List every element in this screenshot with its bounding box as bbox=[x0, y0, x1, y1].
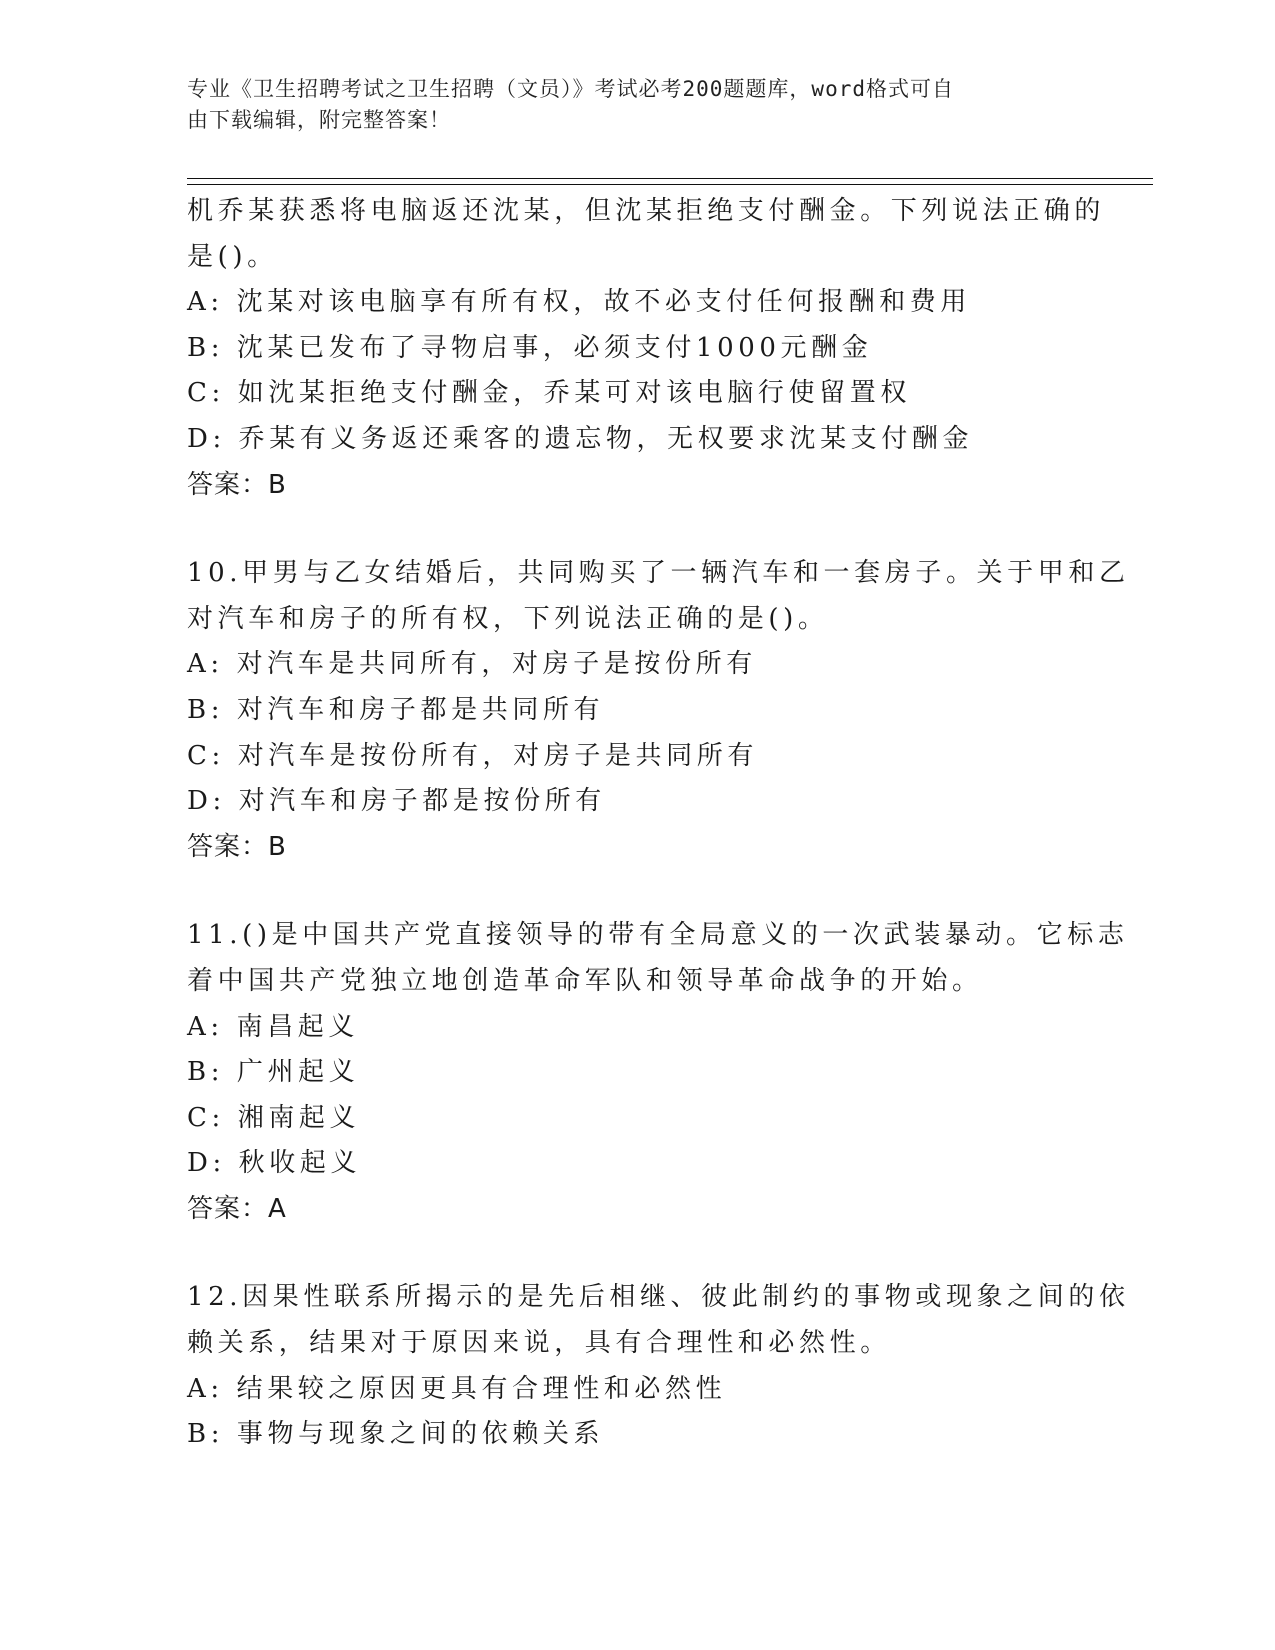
question-11 bbox=[187, 913, 1129, 1232]
question-stem-line: 11.()是中国共产党直接领导的带有全局意义的一次武装暴动。它标志 bbox=[187, 920, 1129, 951]
answer-label: 答案：B bbox=[187, 831, 287, 862]
question-spacer bbox=[187, 508, 1087, 551]
option-c: C: 湘南起义 bbox=[187, 1102, 361, 1133]
option-a: A: 沈某对该电脑享有所有权，故不必支付任何报酬和费用 bbox=[187, 287, 972, 318]
header-title-line-1: 专业《卫生招聘考试之卫生招聘（文员）》考试必考200题题库，word格式可自 bbox=[187, 77, 954, 101]
question-spacer bbox=[187, 870, 1087, 913]
answer-label: 答案：B bbox=[187, 469, 287, 500]
header-title-line-2: 由下载编辑，附完整答案！ bbox=[187, 108, 451, 132]
header-divider-top bbox=[187, 178, 1153, 179]
document-header bbox=[187, 74, 1067, 136]
option-a: A: 对汽车是共同所有，对房子是按份所有 bbox=[187, 649, 757, 680]
question-stem-line: 是()。 bbox=[187, 241, 278, 272]
header-divider-bottom bbox=[187, 184, 1153, 185]
option-d: D: 秋收起义 bbox=[187, 1148, 362, 1179]
question-stem-line: 赖关系，结果对于原因来说，具有合理性和必然性。 bbox=[187, 1328, 891, 1359]
question-12 bbox=[187, 1275, 1130, 1457]
question-stem-line: 着中国共产党独立地创造革命军队和领导革命战争的开始。 bbox=[187, 965, 983, 996]
answer-label: 答案：A bbox=[187, 1193, 287, 1224]
question-9-continued bbox=[187, 189, 1106, 508]
option-b: B: 沈某已发布了寻物启事，必须支付1000元酬金 bbox=[187, 332, 873, 363]
question-list bbox=[187, 189, 1130, 1458]
question-stem-line: 12.因果性联系所揭示的是先后相继、彼此制约的事物或现象之间的依 bbox=[187, 1282, 1130, 1313]
option-d: D: 对汽车和房子都是按份所有 bbox=[187, 786, 606, 817]
question-10 bbox=[187, 551, 1130, 870]
question-spacer bbox=[187, 1232, 1087, 1275]
option-d: D: 乔某有义务返还乘客的遗忘物，无权要求沈某支付酬金 bbox=[187, 423, 974, 454]
option-b: B: 广州起义 bbox=[187, 1057, 360, 1088]
option-b: B: 对汽车和房子都是共同所有 bbox=[187, 694, 605, 725]
option-b: B: 事物与现象之间的依赖关系 bbox=[187, 1419, 605, 1450]
option-a: A: 结果较之原因更具有合理性和必然性 bbox=[187, 1373, 727, 1404]
option-a: A: 南昌起义 bbox=[187, 1011, 360, 1042]
option-c: C: 如沈某拒绝支付酬金，乔某可对该电脑行使留置权 bbox=[187, 378, 911, 409]
question-stem-line: 10.甲男与乙女结婚后，共同购买了一辆汽车和一套房子。关于甲和乙 bbox=[187, 558, 1130, 589]
option-c: C: 对汽车是按份所有，对房子是共同所有 bbox=[187, 740, 758, 771]
question-stem-line: 机乔某获悉将电脑返还沈某，但沈某拒绝支付酬金。下列说法正确的 bbox=[187, 196, 1106, 226]
question-stem-line: 对汽车和房子的所有权，下列说法正确的是()。 bbox=[187, 603, 829, 634]
